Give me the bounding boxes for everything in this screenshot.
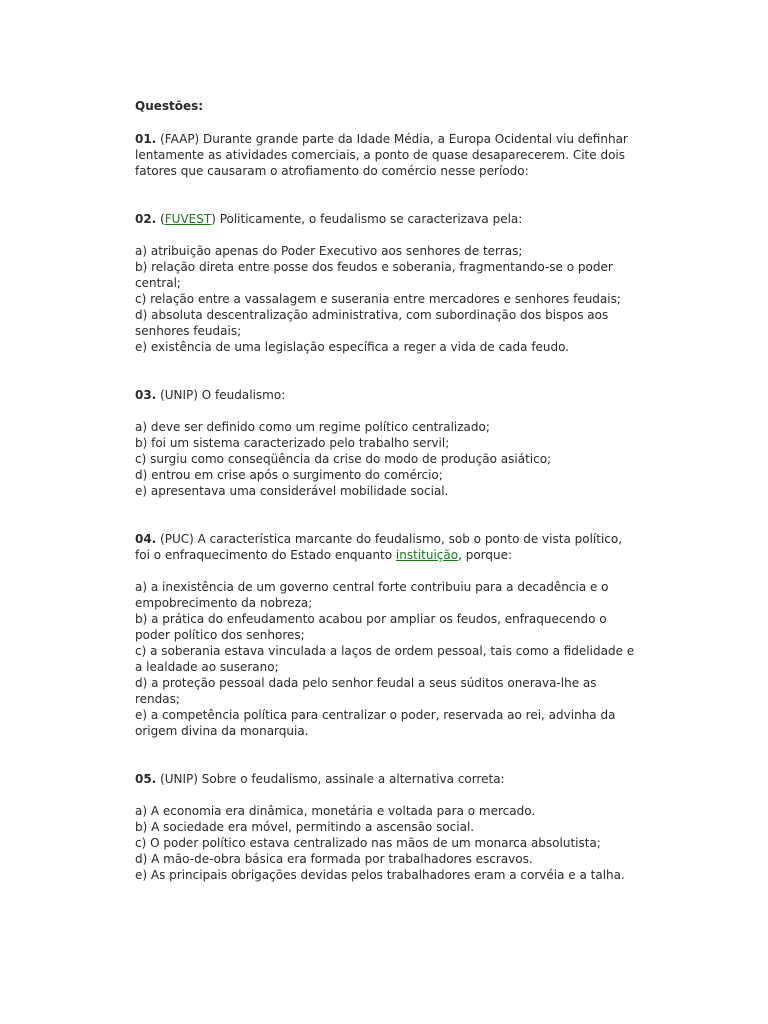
question-text: (FAAP) Durante grande parte da Idade Média, a Europa Ocidental viu definhar lentamente as atividades comerciais, a ponto de quase desaparecerem. Cite dois fatores que causaram o atrofiamento do comércio nesse período: xyxy=(135,132,628,178)
question-01 xyxy=(135,131,635,179)
fuvest-link[interactable]: FUVEST xyxy=(164,212,212,226)
question-number: 02. xyxy=(135,212,157,226)
question-05 xyxy=(135,771,635,883)
option-list xyxy=(135,579,635,739)
option-list xyxy=(135,243,635,355)
option-e: e) apresentava uma considerável mobilidade social. xyxy=(135,484,449,498)
option-a: a) atribuição apenas do Poder Executivo aos senhores de terras; xyxy=(135,244,523,258)
question-number: 03. xyxy=(135,388,157,402)
page-title: Questões: xyxy=(135,99,204,113)
option-a: a) a inexistência de um governo central forte contribuiu para a decadência e o empobrecimento da nobreza; xyxy=(135,580,609,610)
option-c: c) O poder político estava centralizado nas mãos de um monarca absolutista; xyxy=(135,836,601,850)
question-text: ( xyxy=(156,212,165,226)
option-e: e) existência de uma legislação específica a reger a vida de cada feudo. xyxy=(135,340,570,354)
option-b: b) A sociedade era móvel, permitindo a ascensão social. xyxy=(135,820,475,834)
option-a: a) A economia era dinâmica, monetária e voltada para o mercado. xyxy=(135,804,536,818)
question-02 xyxy=(135,211,635,355)
question-text: , porque: xyxy=(458,548,513,562)
question-stem xyxy=(135,211,635,227)
question-number: 04. xyxy=(135,532,157,546)
question-stem xyxy=(135,387,635,403)
option-e: e) As principais obrigações devidas pelos trabalhadores eram a corvéia e a talha. xyxy=(135,868,625,882)
question-text: (PUC) A característica marcante do feudalismo, sob o ponto de vista político, foi o enfraquecimento do Estado enquanto xyxy=(135,532,623,562)
question-number: 01. xyxy=(135,132,157,146)
document-page xyxy=(135,98,635,883)
question-number: 05. xyxy=(135,772,157,786)
question-stem xyxy=(135,131,635,179)
question-text: (UNIP) O feudalismo: xyxy=(156,388,286,402)
option-c: c) a soberania estava vinculada a laços de ordem pessoal, tais como a fidelidade e a lealdade ao suserano; xyxy=(135,644,635,674)
option-d: d) entrou em crise após o surgimento do comércio; xyxy=(135,468,443,482)
question-stem xyxy=(135,771,635,787)
option-d: d) absoluta descentralização administrativa, com subordinação dos bispos aos senhores feudais; xyxy=(135,308,609,338)
option-a: a) deve ser definido como um regime político centralizado; xyxy=(135,420,490,434)
option-e: e) a competência política para centralizar o poder, reservada ao rei, advinha da origem divina da monarquia. xyxy=(135,708,616,738)
option-d: d) A mão-de-obra básica era formada por trabalhadores escravos. xyxy=(135,852,533,866)
option-list xyxy=(135,419,635,499)
question-text: (UNIP) Sobre o feudalismo, assinale a alternativa correta: xyxy=(156,772,505,786)
question-04 xyxy=(135,531,635,739)
question-text: ) Politicamente, o feudalismo se caracterizava pela: xyxy=(211,212,523,226)
option-c: c) surgiu como conseqüência da crise do modo de produção asiático; xyxy=(135,452,552,466)
option-d: d) a proteção pessoal dada pelo senhor feudal a seus súditos onerava-lhe as rendas; xyxy=(135,676,597,706)
question-03 xyxy=(135,387,635,499)
option-b: b) foi um sistema caracterizado pelo trabalho servil; xyxy=(135,436,450,450)
option-c: c) relação entre a vassalagem e suserania entre mercadores e senhores feudais; xyxy=(135,292,621,306)
option-list xyxy=(135,803,635,883)
option-b: b) a prática do enfeudamento acabou por ampliar os feudos, enfraquecendo o poder político dos senhores; xyxy=(135,612,607,642)
instituicao-link[interactable]: instituição xyxy=(395,548,459,562)
option-b: b) relação direta entre posse dos feudos e soberania, fragmentando-se o poder central; xyxy=(135,260,613,290)
question-stem xyxy=(135,531,635,563)
